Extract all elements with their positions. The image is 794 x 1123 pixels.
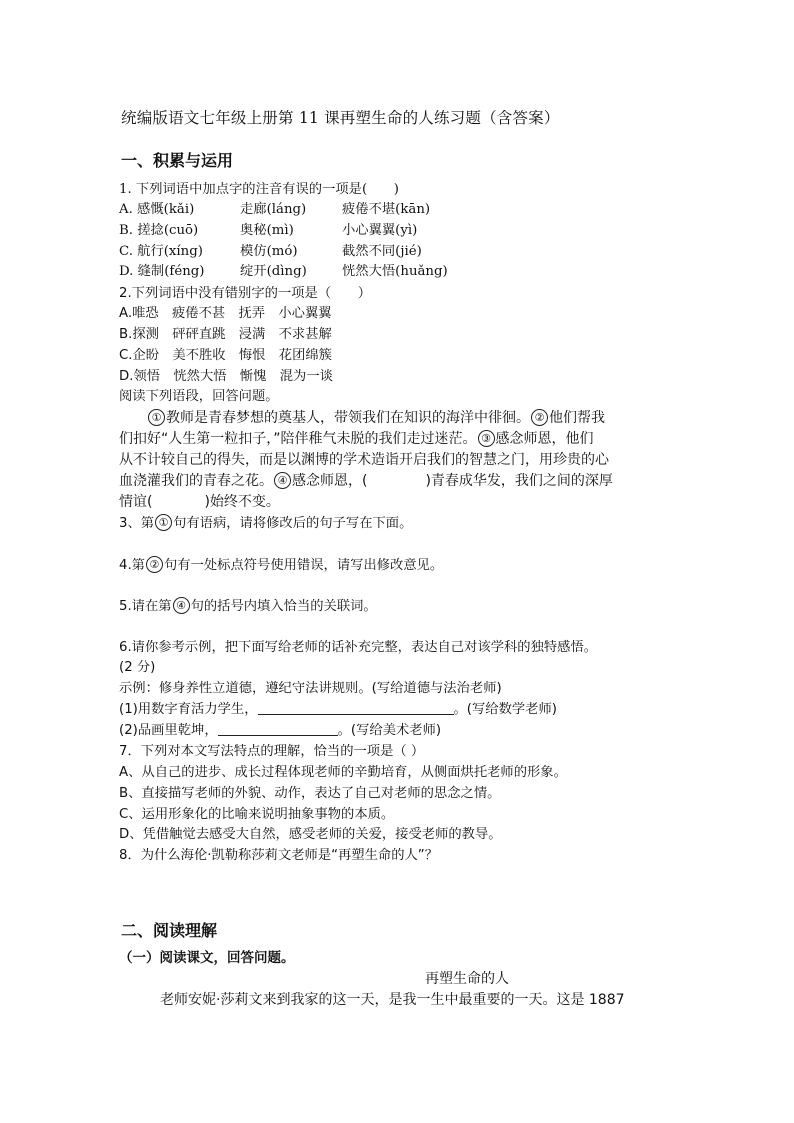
option-d-word-3: 恍然大悟(huǎng) xyxy=(342,264,448,279)
question-3-text: 句有语病，请将修改后的句子写在下面。 xyxy=(173,516,413,531)
answer-blank[interactable] xyxy=(218,722,338,736)
question-5-text: 句的括号内填入恰当的关联词。 xyxy=(190,599,377,614)
question-6-item-2-text: 。(写给美术老师) xyxy=(337,723,442,738)
passage-line-2 xyxy=(119,430,594,448)
question-6-score: (2 分) xyxy=(119,660,156,675)
option-c-word-3: 截然不同(jié) xyxy=(342,244,422,259)
question-6-item-1 xyxy=(119,701,557,719)
option-c-word-1: C. 航行(xíng) xyxy=(119,244,203,259)
question-7-option-b: B、直接描写老师的外貌、动作，表达了自己对老师的思念之情。 xyxy=(119,786,501,801)
question-7-option-d: D、凭借触觉去感受大自然，感受老师的关爱，接受老师的教导。 xyxy=(119,827,502,842)
passage-text: )青春成华发，我们之间的深厚 xyxy=(425,473,613,489)
passage-text: 感念师恩，( xyxy=(292,473,368,489)
option-b-word-2: 奥秘(mì) xyxy=(240,223,294,238)
option-d-word-1: D. 缝制(féng) xyxy=(119,264,205,279)
section-heading-1: 一、积累与运用 xyxy=(121,151,234,170)
option-a-word-1: A. 感慨(kǎi) xyxy=(119,202,195,217)
question-2-option-d: D.领悟 恍然大悟 惭愧 混为一谈 xyxy=(119,369,333,384)
passage-text: 感念师恩，他们 xyxy=(495,431,594,447)
question-4-text: 句有一处标点符号使用错误，请写出修改意见。 xyxy=(163,558,444,573)
answer-blank[interactable] xyxy=(258,701,454,715)
sentence-number-2: ② xyxy=(531,409,548,426)
sentence-number-3: ③ xyxy=(478,430,495,447)
passage-text: 他们帮我 xyxy=(549,410,605,426)
question-7-option-a: A、从自己的进步、成长过程体现老师的辛勤培育，从侧面烘托老师的形象。 xyxy=(119,765,567,780)
text-title: 再塑生命的人 xyxy=(425,971,509,987)
question-6-item-2-text: (2)品画里乾坤， xyxy=(119,723,218,738)
sentence-number-1: ① xyxy=(155,514,172,531)
question-4-text: 4.第 xyxy=(119,558,145,573)
question-2-option-b: B.探测 砰砰直跳 浸满 不求甚解 xyxy=(119,327,332,342)
sentence-number-1: ① xyxy=(148,409,165,426)
option-c-word-2: 模仿(mó) xyxy=(240,244,298,259)
question-6-item-2 xyxy=(119,722,441,740)
question-5-text: 5.请在第 xyxy=(119,599,172,614)
question-2-option-a: A.唯恐 疲倦不甚 抚弄 小心翼翼 xyxy=(119,306,332,321)
question-4 xyxy=(119,556,443,575)
option-a-word-2: 走廊(láng) xyxy=(240,202,307,217)
question-6-stem: 6.请你参考示例，把下面写给老师的话补充完整，表达自己对该学科的独特感悟。 xyxy=(119,640,598,655)
question-2-stem: 2.下列词语中没有错别字的一项是（ ） xyxy=(119,286,372,301)
question-8: 8．为什么海伦·凯勒称莎莉文老师是“再塑生命的人”？ xyxy=(119,848,438,863)
passage-text: 教师是青春梦想的奠基人，带领我们在知识的海洋中徘徊。 xyxy=(166,410,530,426)
question-5 xyxy=(119,597,377,616)
sentence-number-4: ④ xyxy=(274,472,291,489)
option-d-word-2: 绽开(dìng) xyxy=(240,264,307,279)
question-7-option-c: C、运用形象化的比喻来说明抽象事物的本质。 xyxy=(119,807,395,822)
question-1-stem: 1. 下列词语中加点字的注音有误的一项是( ) xyxy=(119,182,399,197)
reading-intro: 阅读下列语段，回答问题。 xyxy=(119,389,279,404)
option-a-word-3: 疲倦不堪(kān) xyxy=(342,202,431,217)
passage-text: )始终不变。 xyxy=(204,494,280,510)
sentence-number-4: ④ xyxy=(173,597,190,614)
passage-text: 情谊( xyxy=(119,494,153,510)
question-3-text: 3、第 xyxy=(119,516,155,531)
question-6-example: 示例：修身养性立道德，遵纪守法讲规则。(写给道德与法治老师) xyxy=(119,681,502,696)
passage-line-4 xyxy=(119,472,613,490)
document-title: 统编版语文七年级上册第 11 课再塑生命的人练习题（含答案） xyxy=(121,109,560,127)
question-6-item-1-text: 。(写给数学老师) xyxy=(453,702,557,717)
passage-line-1 xyxy=(147,409,605,427)
section-heading-2: 二、阅读理解 xyxy=(121,921,218,940)
passage-text: 血浇灌我们的青春之花。 xyxy=(119,473,273,489)
passage-line-5 xyxy=(119,493,280,511)
option-b-word-3: 小心翼翼(yì) xyxy=(342,223,418,238)
passage-text: 们扣好“人生第一粒扣子，”陪伴稚气未脱的我们走过迷茫。 xyxy=(119,431,477,447)
option-b-word-1: B. 搓捻(cuō) xyxy=(119,223,199,238)
question-6-item-1-text: (1)用数字育活力学生， xyxy=(119,702,258,717)
sentence-number-2: ② xyxy=(146,556,163,573)
passage-line-3: 从不计较自己的得失，而是以渊博的学术造诣开启我们的智慧之门，用珍贵的心 xyxy=(119,452,609,468)
text-first-line: 老师安妮·莎莉文来到我家的这一天，是我一生中最重要的一天。这是 1887 xyxy=(160,992,625,1008)
question-3 xyxy=(119,514,412,533)
subsection-heading: （一）阅读课文，回答问题。 xyxy=(119,950,295,966)
question-7-stem: 7．下列对本文写法特点的理解，恰当的一项是（ ） xyxy=(119,744,425,759)
question-2-option-c: C.企盼 美不胜收 悔恨 花团绵簇 xyxy=(119,348,332,363)
